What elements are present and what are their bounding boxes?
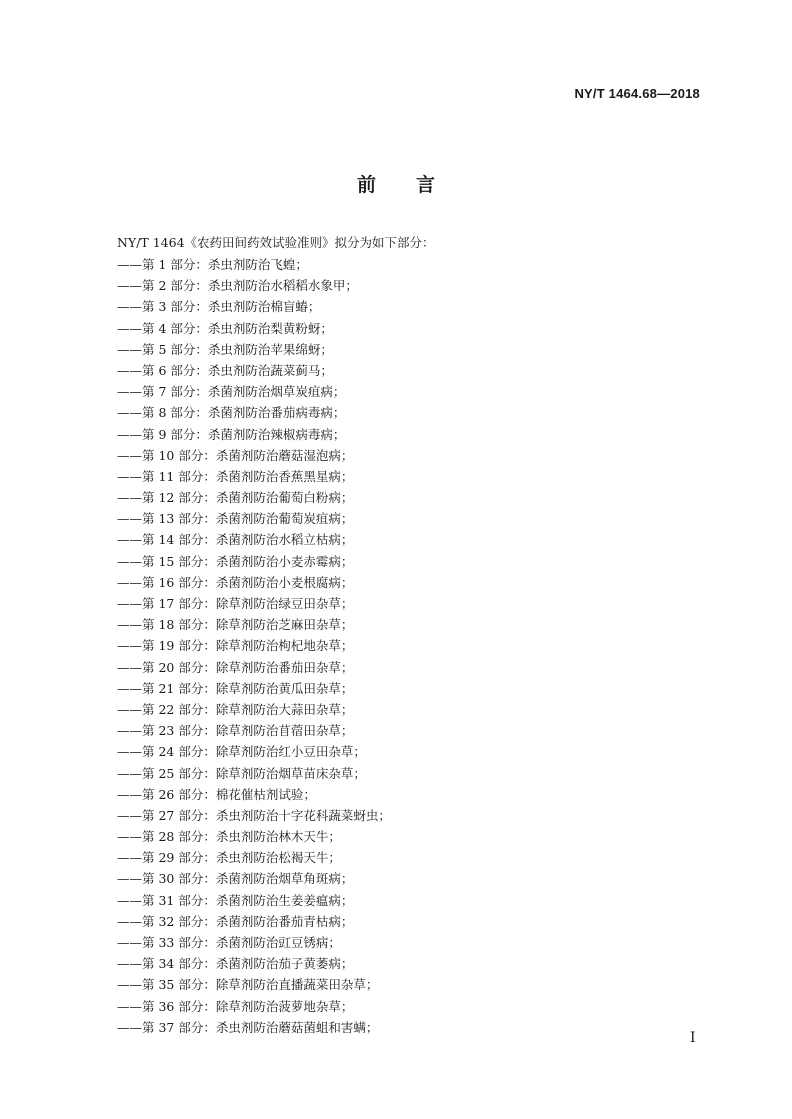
list-item: ——第 31 部分：杀菌剂防治生姜姜瘟病； (117, 892, 354, 908)
list-item: ——第 4 部分：杀虫剂防治梨黄粉蚜； (117, 320, 333, 336)
list-item: ——第 8 部分：杀菌剂防治番茄病毒病； (117, 405, 346, 421)
list-item: ——第 36 部分：除草剂防治菠萝地杂草； (117, 998, 354, 1014)
list-item: ——第 22 部分：除草剂防治大蒜田杂草； (117, 701, 354, 717)
parts-list (117, 254, 391, 1038)
list-item: ——第 14 部分：杀菌剂防治水稻立枯病； (117, 532, 354, 548)
list-item: ——第 5 部分：杀虫剂防治苹果绵蚜； (117, 341, 333, 357)
list-item: ——第 25 部分：除草剂防治烟草苗床杂草； (117, 765, 366, 781)
list-item: ——第 16 部分：杀菌剂防治小麦根腐病； (117, 574, 354, 590)
list-item: ——第 13 部分：杀菌剂防治葡萄炭疽病； (117, 511, 354, 527)
list-item: ——第 7 部分：杀菌剂防治烟草炭疽病； (117, 384, 346, 400)
list-item: ——第 9 部分：杀菌剂防治辣椒病毒病； (117, 426, 346, 442)
list-item: ——第 30 部分：杀菌剂防治烟草角斑病； (117, 871, 354, 887)
intro-paragraph: NY/T 1464《农药田间药效试验准则》拟分为如下部分： (117, 235, 435, 250)
list-item: ——第 15 部分：杀菌剂防治小麦赤霉病； (117, 553, 354, 569)
list-item: ——第 12 部分：杀菌剂防治葡萄白粉病； (117, 490, 354, 506)
list-item: ——第 37 部分：杀虫剂防治蘑菇菌蛆和害螨； (117, 1019, 379, 1035)
list-item: ——第 26 部分：棉花催枯剂试验； (117, 786, 316, 802)
list-item: ——第 34 部分：杀菌剂防治茄子黄萎病； (117, 956, 354, 972)
list-item: ——第 20 部分：除草剂防治番茄田杂草； (117, 659, 354, 675)
page-number: I (690, 1030, 696, 1046)
standard-code: NY/T 1464.68—2018 (574, 86, 700, 101)
list-item: ——第 33 部分：杀菌剂防治豇豆锈病； (117, 935, 341, 950)
list-item: ——第 11 部分：杀菌剂防治香蕉黑星病； (117, 468, 354, 484)
list-item: ——第 29 部分：杀虫剂防治松褐天牛； (117, 850, 341, 866)
list-item: ——第 17 部分：除草剂防治绿豆田杂草； (117, 596, 354, 611)
list-item: ——第 32 部分：杀菌剂防治番茄青枯病； (117, 913, 354, 929)
list-item: ——第 6 部分：杀虫剂防治蔬菜蓟马； (117, 362, 333, 378)
list-item: ——第 28 部分：杀虫剂防治林木天牛； (117, 829, 341, 845)
list-item: ——第 23 部分：除草剂防治苜蓿田杂草； (117, 723, 354, 739)
list-item: ——第 19 部分：除草剂防治枸杞地杂草； (117, 638, 354, 654)
list-item: ——第 24 部分：除草剂防治红小豆田杂草； (117, 744, 366, 760)
list-item: ——第 1 部分：杀虫剂防治飞蝗； (117, 257, 308, 272)
list-item: ——第 35 部分：除草剂防治直播蔬菜田杂草； (117, 977, 379, 993)
list-item: ——第 18 部分：除草剂防治芝麻田杂草； (117, 617, 354, 633)
list-item: ——第 10 部分：杀菌剂防治蘑菇湿泡病； (117, 447, 354, 463)
list-item: ——第 2 部分：杀虫剂防治水稻稻水象甲； (117, 278, 358, 294)
list-item: ——第 27 部分：杀虫剂防治十字花科蔬菜蚜虫； (117, 807, 391, 823)
list-item: ——第 21 部分：除草剂防治黄瓜田杂草； (117, 680, 354, 696)
list-item: ——第 3 部分：杀虫剂防治棉盲蝽； (117, 299, 321, 315)
page-title: 前言 (356, 174, 475, 196)
